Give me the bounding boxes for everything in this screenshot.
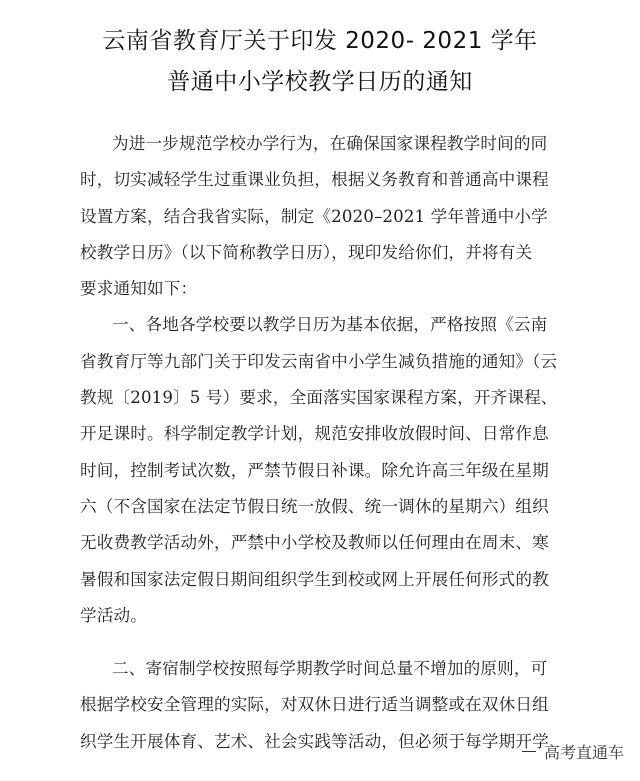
watermark-text: 高考直通车 [543,743,624,762]
paragraph-line: 教规〔2019〕5 号）要求，全面落实国家课程方案，开齐课程、 [80,388,558,408]
paragraph-line: 为进一步规范学校办学行为，在确保国家课程教学时间的同 [112,134,548,153]
paragraph-line: 要求通知如下： [80,279,198,299]
paragraph-line: 六（不含国家在法定节假日统一放假、统一调休的星期六）组织 [80,496,549,516]
paragraph-line: 时，切实减轻学生过重课业负担，根据义务教育和普通高中课程 [80,170,549,190]
paragraph-line: 根据学校安全管理的实际，对双休日进行适当调整或在双休日组 [80,695,549,715]
paragraph-item-one [80,307,578,634]
paragraph-line: 时间，控制考试次数，严禁节假日补课。除允许高三年级在星期 [80,460,549,480]
paragraph-line: 暑假和国家法定假日期间组织学生到校或网上开展任何形式的教 [80,569,549,589]
paragraph-line: 校教学日历》（以下简称教学日历），现印发给你们，并将有关 [80,242,533,262]
paragraph-line: 省教育厅等九部门关于印发云南省中小学生减负措施的通知》（云 [80,351,558,371]
document-title-line-1: 云南省教育厅关于印发 2020- 2021 学年 [102,28,538,54]
paragraph-spacer [80,634,578,651]
document-title-line-2: 普通中小学校教学日历的通知 [167,69,473,95]
paragraph-line: 设置方案，结合我省实际，制定《2020–2021 学年普通中小学 [80,206,548,226]
paragraph-intro [80,126,578,307]
source-watermark [522,740,624,763]
paragraph-line: 织学生开展体育、艺术、社会实践等活动，但必须于每学期开学 [80,731,549,751]
watermark-dash [522,751,536,753]
paragraph-item-two [80,651,578,760]
paragraph-line: 二、寄宿制学校按照每学期教学时间总量不增加的原则，可 [112,659,548,679]
paragraph-line: 无收费教学活动外，严禁中小学校及教师以任何理由在周末、寒 [80,533,549,553]
paragraph-line: 开足课时。科学制定教学计划，规范安排收放假时间、日常作息 [80,424,549,444]
document-body [80,126,578,760]
paragraph-line: 一、各地各学校要以教学日历为基本依据，严格按照《云南 [112,315,548,335]
paragraph-line: 学活动。 [80,605,147,625]
